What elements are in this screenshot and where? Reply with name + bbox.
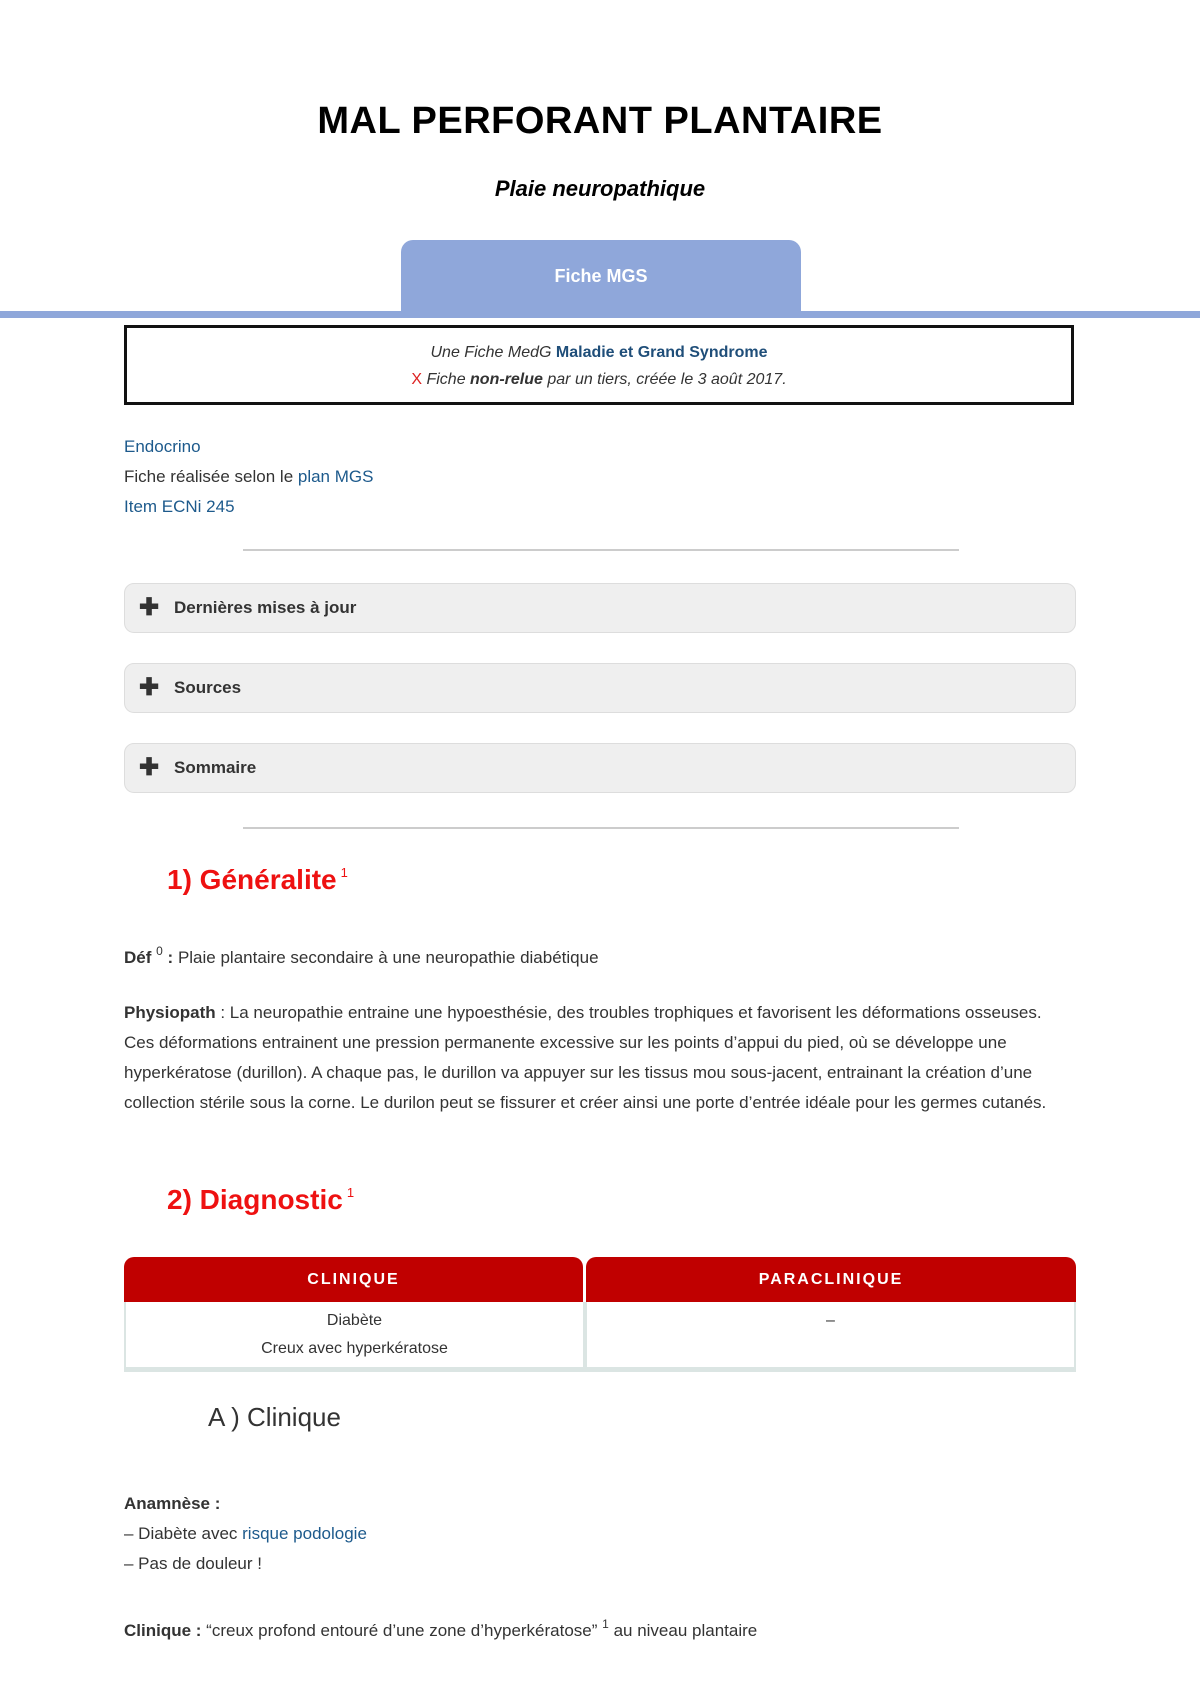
definition-label: Déf <box>124 948 152 967</box>
anamnese-item-2: – Pas de douleur ! <box>124 1554 262 1573</box>
plus-icon: ✚ <box>139 754 160 781</box>
divider <box>243 549 959 551</box>
x-mark-icon: X <box>411 371 423 388</box>
tab-fiche-mgs[interactable]: Fiche MGS <box>401 240 801 312</box>
notice-status: non-relue <box>470 371 543 388</box>
definition-text: Plaie plantaire secondaire à une neuropathie diabétique <box>173 948 599 967</box>
collapse-updates[interactable] <box>124 583 1076 633</box>
definition-sup: 0 <box>156 944 163 958</box>
collapse-label: Dernières mises à jour <box>174 598 357 617</box>
page-title: MAL PERFORANT PLANTAIRE <box>317 100 883 142</box>
collapse-sources[interactable] <box>124 663 1076 713</box>
collapse-label: Sources <box>174 678 242 697</box>
reference-link[interactable]: 1 <box>602 1617 609 1631</box>
anamnese-item-1: – Diabète avec <box>124 1524 243 1543</box>
page-subtitle: Plaie neuropathique <box>494 176 706 201</box>
notice-box <box>124 325 1074 405</box>
diagnostic-table <box>124 1257 1076 1372</box>
physiopath-paragraph <box>124 998 1074 1118</box>
reference-link[interactable]: 1 <box>340 865 348 880</box>
anamnese-block <box>124 1489 1074 1579</box>
notice-prefix: Une Fiche MedG <box>430 344 556 361</box>
table-cell-line: Creux avec hyperkératose <box>261 1340 448 1357</box>
series-link[interactable]: Maladie et Grand Syndrome <box>555 344 768 361</box>
notice-text-b: par un tiers, créée le 3 août 2017. <box>542 371 787 388</box>
notice-text-a: Fiche <box>422 371 471 388</box>
risque-podologie-link[interactable]: risque podologie <box>242 1524 367 1543</box>
clinique-tail: au niveau plantaire <box>608 1621 758 1640</box>
section-heading-generalite <box>167 864 348 896</box>
table-header-paraclinique: PARACLINIQUE <box>586 1257 1076 1302</box>
collapse-label: Sommaire <box>174 758 257 777</box>
plus-icon: ✚ <box>139 594 160 621</box>
definition-colon: : <box>162 948 174 967</box>
table-header-clinique: CLINIQUE <box>124 1257 583 1302</box>
specialty-link[interactable]: Endocrino <box>124 437 201 456</box>
table-cell-paraclinique <box>585 1302 1076 1369</box>
clinique-line <box>124 1609 1074 1646</box>
clinique-quote: “creux profond entouré d’une zone d’hyperkératose” <box>201 1621 598 1640</box>
table-bottom-border <box>124 1369 1076 1372</box>
physiopath-label: Physiopath <box>124 1003 216 1022</box>
table-cell-line: – <box>826 1312 835 1329</box>
collapse-summary[interactable] <box>124 743 1076 793</box>
item-link[interactable]: Item ECNi 245 <box>124 497 235 516</box>
heading-text: 1) Généralite <box>167 864 337 895</box>
plan-link[interactable]: plan MGS <box>297 467 374 486</box>
table-cell-line: Diabète <box>326 1312 383 1329</box>
anamnese-label: Anamnèse : <box>124 1494 221 1513</box>
definition <box>124 936 1074 973</box>
heading-text: 2) Diagnostic <box>167 1184 343 1215</box>
table-cell-clinique <box>124 1302 585 1369</box>
subsection-heading-clinique: A ) Clinique <box>208 1402 341 1432</box>
tab-divider <box>0 311 1200 318</box>
section-heading-diagnostic <box>167 1184 354 1216</box>
meta-info <box>124 432 373 522</box>
plan-prefix: Fiche réalisée selon le <box>124 467 298 486</box>
reference-link[interactable]: 1 <box>346 1185 355 1200</box>
plus-icon: ✚ <box>139 674 160 701</box>
physiopath-text: : La neuropathie entraine une hypoesthésie, des troubles trophiques et favorisent les déformations osseuses. Ces déformations entrainent une pression permanente excessive sur les points d’appui du pied, où se développe une hyperkératose (durillon). A chaque pas, le durillon va appuyer sur les tissus mou sous-jacent, entrainant la création d’une collection stérile sous la corne. Le durilon peut se fissurer et créer ainsi une porte d’entrée idéale pour les germes cutanés. <box>124 1003 1047 1112</box>
clinique-label: Clinique : <box>124 1621 202 1640</box>
divider <box>243 827 959 829</box>
